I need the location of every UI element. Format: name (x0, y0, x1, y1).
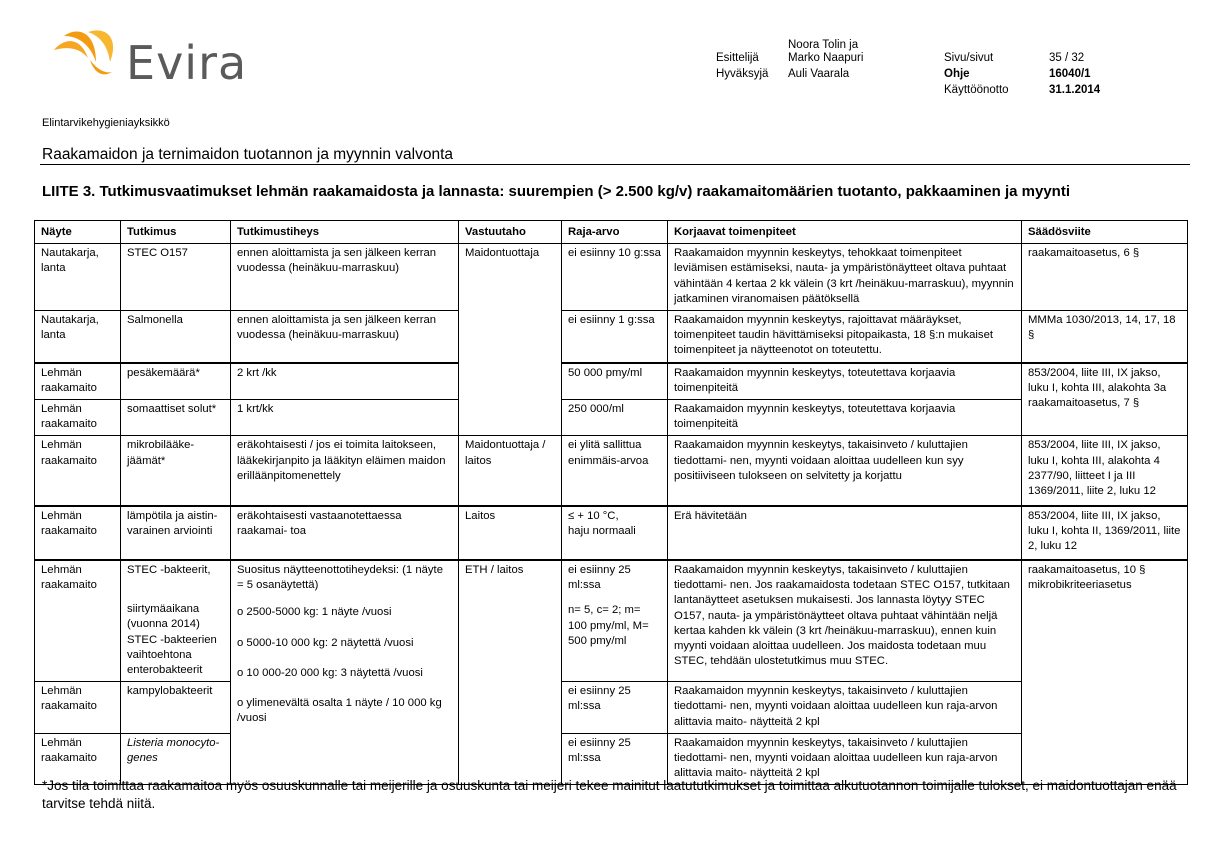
cell-toimenpiteet: Raakamaidon myynnin keskeytys, toteutettava korjaavia toimenpiteitä (668, 400, 1022, 436)
cell-raja (562, 560, 668, 682)
cell-raja: 50 000 pmy/ml (562, 363, 668, 400)
cell-toimenpiteet: Raakamaidon myynnin keskeytys, rajoittavat määräykset, toimenpiteet taudin hävittämiseksi pitopaikasta, 18 §:n mukaiset toimenpiteet ja näytteenotot on toteutettu. (668, 311, 1022, 363)
evira-logo (50, 28, 250, 88)
cell-nayte: Nautakarja, lanta (35, 244, 121, 311)
cell-nayte: Lehmän raakamaito (35, 733, 121, 785)
cell-toimenpiteet: Raakamaidon myynnin keskeytys, takaisinveto / kuluttajien tiedottami- nen, myynti voidaan aloittaa uudelleen kun raja-arvon alittavia maito- näytteitä 2 kpl (668, 733, 1022, 785)
table-row (35, 560, 1188, 682)
tiheys-option: o 10 000-20 000 kg: 3 näytettä /vuosi (237, 666, 423, 679)
cell-raja: ei esiinny 25 ml:ssa (562, 733, 668, 785)
cell-raja: ei esiinny 25 ml:ssa (562, 682, 668, 734)
unit-name: Elintarvikehygieniayksikkö (42, 117, 170, 129)
raja-line: ei esiinny 25 ml:ssa (568, 563, 631, 592)
cell-tiheys: 1 krt/kk (231, 400, 459, 436)
cell-tutkimus: lämpötila ja aistin- varainen arviointi (121, 506, 231, 560)
cell-tutkimus: mikrobilääke- jäämät* (121, 436, 231, 506)
tiheys-option: o ylimenevältä osalta 1 näyte / 10 000 kg /vuosi (237, 696, 442, 725)
cell-tiheys: 2 krt /kk (231, 363, 459, 400)
cell-tutkimus (121, 560, 231, 682)
column-header: Raja-arvo (562, 221, 668, 244)
cell-raja: ei esiinny 1 g:ssa (562, 311, 668, 363)
column-header: Tutkimustiheys (231, 221, 459, 244)
sivu-label: Sivu/sivut (944, 52, 994, 64)
table-row (35, 400, 1188, 436)
tutkimus-line: STEC -bakteerit, (127, 563, 211, 576)
cell-nayte: Lehmän raakamaito (35, 400, 121, 436)
tiheys-option: o 2500-5000 kg: 1 näyte /vuosi (237, 606, 392, 619)
tiheys-intro: Suositus näytteenottotiheydeksi: (1 näyte = 5 osanäytettä) (237, 563, 443, 592)
cell-tiheys: ennen aloittamista ja sen jälkeen kerran vuodessa (heinäkuu-marraskuu) (231, 244, 459, 311)
ohje-value: 16040/1 (1049, 68, 1091, 80)
cell-saados (1022, 560, 1188, 785)
document-subtitle: Raakamaidon ja ternimaidon tuotannon ja myynnin valvonta (42, 146, 453, 163)
table-row (35, 311, 1188, 363)
cell-raja (562, 506, 668, 560)
saados-line: raakamaitoasetus, 10 § (1028, 563, 1146, 576)
cell-nayte: Lehmän raakamaito (35, 436, 121, 506)
cell-tiheys: eräkohtaisesti vastaanotettaessa raakamai- toa (231, 506, 459, 560)
cell-tutkimus: Listeria monocyto- genes (121, 733, 231, 785)
header-divider (40, 164, 1190, 165)
cell-vastuu: Maidontuottaja (459, 244, 562, 436)
ohje-label: Ohje (944, 68, 970, 80)
cell-toimenpiteet: Raakamaidon myynnin keskeytys, takaisinveto / kuluttajien tiedottami- nen, myynti voidaan aloittaa uudelleen kun raja-arvon alittavia maito- näytteitä 2 kpl (668, 682, 1022, 734)
hyvaksyja-label: Hyväksyjä (716, 68, 769, 80)
cell-tiheys: eräkohtaisesti / jos ei toimita laitokseen, lääkekirjanpito ja lääkityn eläimen maidon erilläänpitomenettely (231, 436, 459, 506)
hyvaksyja-value: Auli Vaarala (788, 68, 850, 80)
cell-raja: ei esiinny 10 g:ssa (562, 244, 668, 311)
raja-line: ≤ + 10 °C, (568, 509, 619, 522)
column-header: Säädösviite (1022, 221, 1188, 244)
cell-tiheys: ennen aloittamista ja sen jälkeen kerran vuodessa (heinäkuu-marraskuu) (231, 311, 459, 363)
requirements-table (34, 220, 1188, 785)
raja-line: haju normaali (568, 525, 636, 538)
cell-saados: 853/2004, liite III, IX jakso, luku I, kohta III, alakohta 4 2377/90, liitteet I ja III 1369/2011, liite 2, luku 12 (1022, 436, 1188, 506)
cell-saados: 853/2004, liite III, IX jakso, luku I, kohta II, 1369/2011, liite 2, luku 12 (1022, 506, 1188, 560)
saados-line: mikrobikriteeriasetus (1028, 579, 1132, 592)
cell-nayte: Lehmän raakamaito (35, 682, 121, 734)
kayttoonotto-value: 31.1.2014 (1049, 84, 1101, 96)
tiheys-option: o 5000-10 000 kg: 2 näytettä /vuosi (237, 636, 414, 649)
cell-tutkimus: somaattiset solut* (121, 400, 231, 436)
cell-saados: 853/2004, liite III, IX jakso, luku I, kohta III, alakohta 3a raakamaitoasetus, 7 § (1022, 363, 1188, 436)
cell-toimenpiteet: Raakamaidon myynnin keskeytys, takaisinveto / kuluttajien tiedottami- nen. Jos raakamaidosta todetaan STEC O157, tutkitaan lantanäytteet asetuksen mukaisesti. Jos lannasta löytyy STEC O157, nauta- ja ympäristönäytteet oltava puhtaat vähintään neljä kertaa kahden kk välein (3 krt /heinäkuu-marraskuu), ennen kuin myynti voidaan aloittaa uudelleen. Jos maidosta todetaan muu STEC, tehdään ulostetutkimus muu STEC. (668, 560, 1022, 682)
esittelija-label: Esittelijä (716, 52, 759, 64)
cell-vastuu: Maidontuottaja / laitos (459, 436, 562, 506)
cell-tutkimus: pesäkemäärä* (121, 363, 231, 400)
table-row (35, 436, 1188, 506)
cell-saados: MMMa 1030/2013, 14, 17, 18 § (1022, 311, 1188, 363)
sivu-value: 35 / 32 (1049, 52, 1085, 64)
column-header: Näyte (35, 221, 121, 244)
cell-toimenpiteet: Raakamaidon myynnin keskeytys, tehokkaat toimenpiteet leviämisen estämiseksi, nauta- ja ympäristönäytteet oltava puhtaat vähintään 4 kertaa 2 kk välein (3 krt /heinäkuu-marraskuu), myynnin jatkaminen viranomaisen päätöksellä (668, 244, 1022, 311)
cell-raja: ei ylitä sallittua enimmäis-arvoa (562, 436, 668, 506)
cell-tiheys (231, 560, 459, 785)
column-header: Tutkimus (121, 221, 231, 244)
table-row (35, 506, 1188, 560)
table-row (35, 682, 1188, 734)
cell-nayte: Nautakarja, lanta (35, 311, 121, 363)
table-row (35, 363, 1188, 400)
cell-tutkimus: STEC O157 (121, 244, 231, 311)
cell-toimenpiteet: Erä hävitetään (668, 506, 1022, 560)
cell-toimenpiteet: Raakamaidon myynnin keskeytys, toteutettava korjaavia toimenpiteitä (668, 363, 1022, 400)
cell-vastuu: ETH / laitos (459, 560, 562, 785)
raja-line: n= 5, c= 2; m= 100 pmy/ml, M= 500 pmy/ml (568, 604, 649, 647)
kayttoonotto-label: Käyttöönotto (944, 84, 1009, 96)
cell-nayte: Lehmän raakamaito (35, 506, 121, 560)
cell-toimenpiteet: Raakamaidon myynnin keskeytys, takaisinveto / kuluttajien tiedottami- nen, myynti voidaan aloittaa uudelleen kun syy positiiviseen tulokseen on selvitetty ja korjattu (668, 436, 1022, 506)
tutkimus-line: siirtymäaikana (vuonna 2014) STEC -bakteerien vaihtoehtona enterobakteerit (127, 603, 217, 676)
footnote: *Jos tila toimittaa raakamaitoa myös osuuskunnalle tai meijerille ja osuuskunta tai meijeri tekee mainitut laatututkimukset ja toimittaa alkutuotannon toimijalle tulokset, ei maidontuottajan enää tarvitse tehdä niitä. (42, 778, 1177, 811)
table-row (35, 244, 1188, 311)
column-header: Vastuutaho (459, 221, 562, 244)
column-header: Korjaavat toimenpiteet (668, 221, 1022, 244)
esittelija-value-2: Marko Naapuri (788, 52, 864, 64)
logo-text: Evira (126, 36, 248, 90)
cell-vastuu: Laitos (459, 506, 562, 560)
cell-raja: 250 000/ml (562, 400, 668, 436)
page-title: LIITE 3. Tutkimusvaatimukset lehmän raakamaidosta ja lannasta: suurempien (> 2.500 kg/v) raakamaitomäärien tuotanto, pakkaaminen ja myynti (42, 183, 1071, 200)
cell-nayte: Lehmän raakamaito (35, 363, 121, 400)
cell-nayte: Lehmän raakamaito (35, 560, 121, 682)
cell-tutkimus: Salmonella (121, 311, 231, 363)
cell-tutkimus: kampylobakteerit (121, 682, 231, 734)
evira-swirl-icon (50, 28, 130, 88)
cell-saados: raakamaitoasetus, 6 § (1022, 244, 1188, 311)
table-header-row (35, 221, 1188, 244)
esittelija-value-1: Noora Tolin ja (788, 39, 859, 51)
